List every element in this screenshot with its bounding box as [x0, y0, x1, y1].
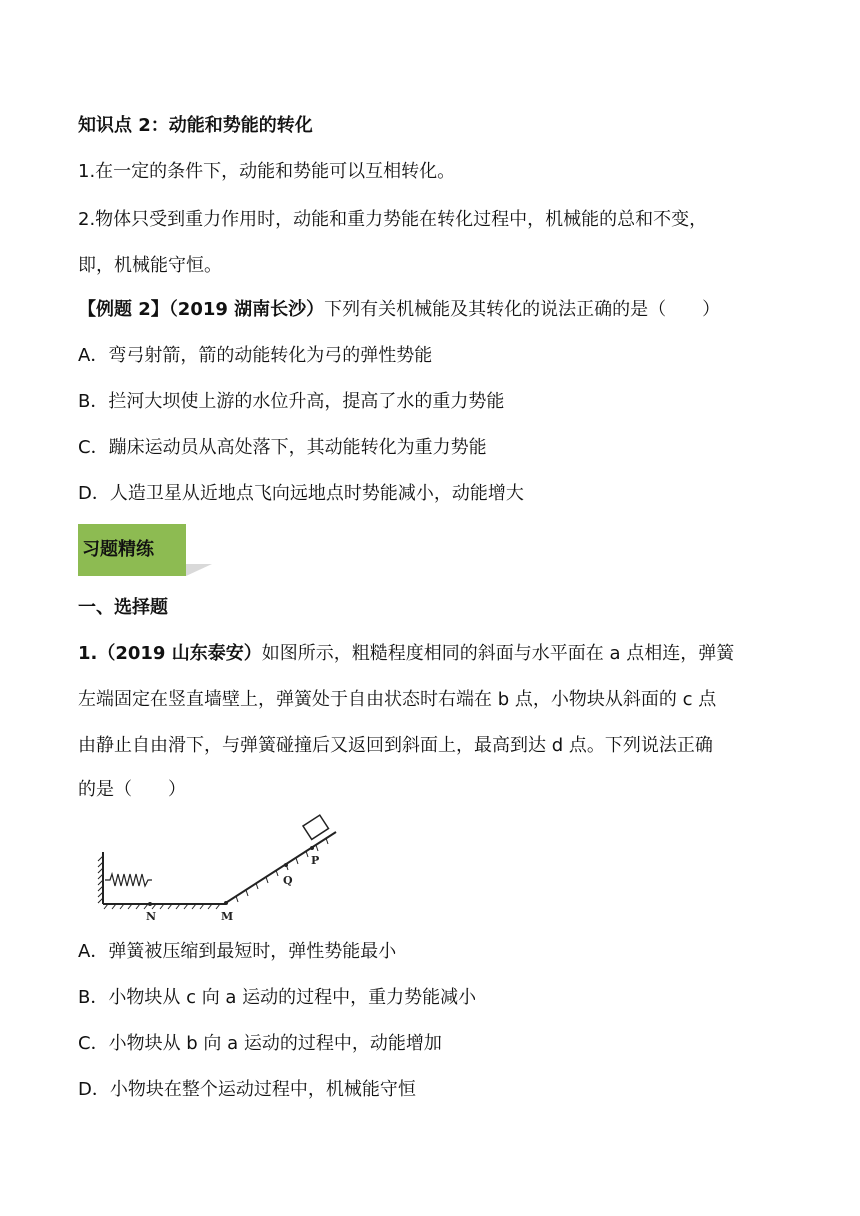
problem-1-line-1: [78, 640, 734, 668]
section-tag-shadow: [186, 564, 212, 576]
problem-1-line-3: 由静止自由滑下，与弹簧碰撞后又返回到斜面上，最高到达 d 点。下列说法正确: [78, 735, 713, 756]
label-m: M: [221, 910, 234, 923]
label-p: P: [311, 854, 320, 867]
example-option-c: C．蹦床运动员从高处落下，其动能转化为重力势能: [78, 437, 487, 458]
knowledge-point-2-line-1: 2.物体只受到重力作用时，动能和重力势能在转化过程中，机械能的总和不变，: [78, 209, 708, 230]
point-n-dot: [148, 902, 152, 906]
point-p-dot: [310, 846, 314, 850]
knowledge-heading: 知识点 2：动能和势能的转化: [78, 115, 313, 136]
point-q-dot: [284, 863, 288, 867]
problem-1-option-a: A．弹簧被压缩到最短时，弹性势能最小: [78, 941, 397, 962]
knowledge-point-1: 1.在一定的条件下，动能和势能可以互相转化。: [78, 161, 456, 182]
section-tag: 习题精练: [78, 524, 186, 576]
problem-1-option-c: C．小物块从 b 向 a 运动的过程中，动能增加: [78, 1033, 442, 1054]
label-n: N: [146, 910, 157, 923]
knowledge-point-2-line-2: 即，机械能守恒。: [78, 255, 222, 276]
example-label: 【例题 2】: [78, 299, 169, 320]
example-question: [78, 296, 720, 324]
problem-1-text-1: 如图所示，粗糙程度相同的斜面与水平面在 a 点相连，弹簧: [261, 643, 735, 664]
incline-spring-figure: [96, 812, 346, 924]
problem-1-line-2: 左端固定在竖直墙壁上，弹簧处于自由状态时右端在 b 点，小物块从斜面的 c 点: [78, 689, 717, 710]
point-m-dot: [224, 901, 228, 905]
example-option-b: B．拦河大坝使上游的水位升高，提高了水的重力势能: [78, 391, 505, 412]
example-option-d: D．人造卫星从近地点飞向远地点时势能减小，动能增大: [78, 483, 524, 504]
example-source: （2019 湖南长沙）: [168, 299, 325, 320]
problem-1-option-d: D．小物块在整个运动过程中，机械能守恒: [78, 1079, 416, 1100]
example-option-a: A．弯弓射箭，箭的动能转化为弓的弹性势能: [78, 345, 433, 366]
section-heading: 一、选择题: [78, 597, 168, 618]
block: [303, 815, 328, 839]
problem-1-line-4: 的是（ ）: [78, 779, 186, 800]
problem-1-option-b: B．小物块从 c 向 a 运动的过程中，重力势能减小: [78, 987, 477, 1008]
spring: [105, 874, 152, 886]
problem-1-number-source: 1.（2019 山东泰安）: [78, 643, 262, 664]
incline-surface: [224, 832, 336, 904]
example-question-text: 下列有关机械能及其转化的说法正确的是（ ）: [324, 299, 721, 320]
label-q: Q: [283, 874, 293, 887]
